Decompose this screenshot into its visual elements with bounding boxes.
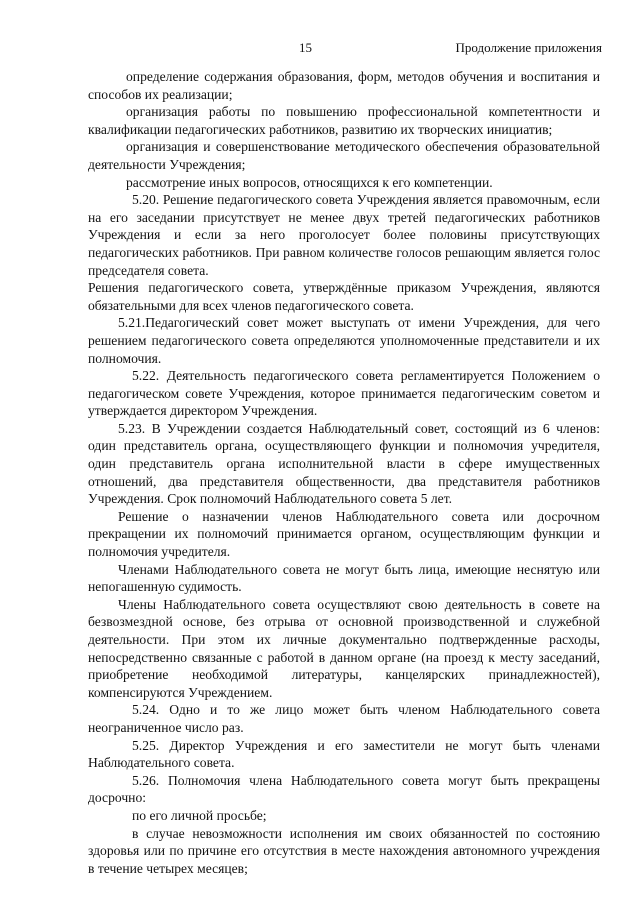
- clause-5-20: 5.20. Решение педагогического совета Учреждения является правомочным, если на его заседании присутствует не менее двух третей педагогических работников Учреждения и если за него проголосует более половины присутствующих педагогических работников. При равном количестве голосов решающим является голос председателя совета.: [88, 192, 600, 278]
- paragraph: Членами Наблюдательного совета не могут быть лица, имеющие неснятую или непогашенную судимость.: [88, 561, 600, 595]
- paragraph: Решение о назначении членов Наблюдательного совета или досрочном прекращении их полномочий принимается органом, осуществляющим функции и полномочия учредителя.: [88, 508, 600, 560]
- list-item: организация работы по повышению профессиональной компетентности и квалификации педагогических работников, развитию их творческих инициатив;: [88, 104, 600, 137]
- paragraph: Члены Наблюдательного совета осуществляют свою деятельность в совете на безвозмездной основе, без отрыва от основной производственной и служебной деятельности. При этом их личные документально подтвержденные расходы, непосредственно связанные с работой в данном органе (на проезд к месту заседаний, приобретение необходимой литературы, канцелярских принадлежностей), компенсируются Учреждением.: [88, 596, 600, 700]
- running-title: Продолжение приложения: [455, 40, 602, 55]
- list-item: по его личной просьбе;: [132, 807, 267, 823]
- document-body: [88, 68, 600, 877]
- clause-5-22: 5.22. Деятельность педагогического совета регламентируется Положением о педагогическом совете Учреждения, которое принимается педагогическим советом и утверждается директором Учреждения.: [88, 368, 600, 419]
- clause-5-21: 5.21.Педагогический совет может выступать от имени Учреждения, для чего решением педагогического совета определяются уполномоченные представители и их полномочия.: [88, 315, 600, 366]
- page-number: 15: [299, 40, 312, 55]
- clause-5-25: 5.25. Директор Учреждения и его заместители не могут быть членами Наблюдательного совета.: [88, 737, 600, 771]
- list-item: рассмотрение иных вопросов, относящихся к его компетенции.: [126, 174, 493, 190]
- list-item: организация и совершенствование методического обеспечения образовательной деятельности Учреждения;: [88, 139, 600, 172]
- clause-5-23: 5.23. В Учреждении создается Наблюдательный совет, состоящий из 6 членов: один представитель органа, осуществляющего функции и полномочия учредителя, один представитель органа исполнительной власти в сфере имущественных отношений, два представителя общественности, два представителя работников Учреждения. Срок полномочий Наблюдательного совета 5 лет.: [88, 420, 600, 507]
- clause-5-24: 5.24. Одно и то же лицо может быть членом Наблюдательного совета неограниченное число раз.: [88, 702, 600, 735]
- list-item: в случае невозможности исполнения им своих обязанностей по состоянию здоровья или по причине его отсутствия в месте нахождения автономного учреждения в течение четырех месяцев;: [88, 825, 600, 876]
- paragraph: Решения педагогического совета, утверждённые приказом Учреждения, являются обязательными для всех членов педагогического совета.: [88, 280, 600, 313]
- clause-5-26: 5.26. Полномочия члена Наблюдательного совета могут быть прекращены досрочно:: [88, 772, 600, 806]
- list-item: определение содержания образования, форм, методов обучения и воспитания и способов их реализации;: [88, 69, 600, 102]
